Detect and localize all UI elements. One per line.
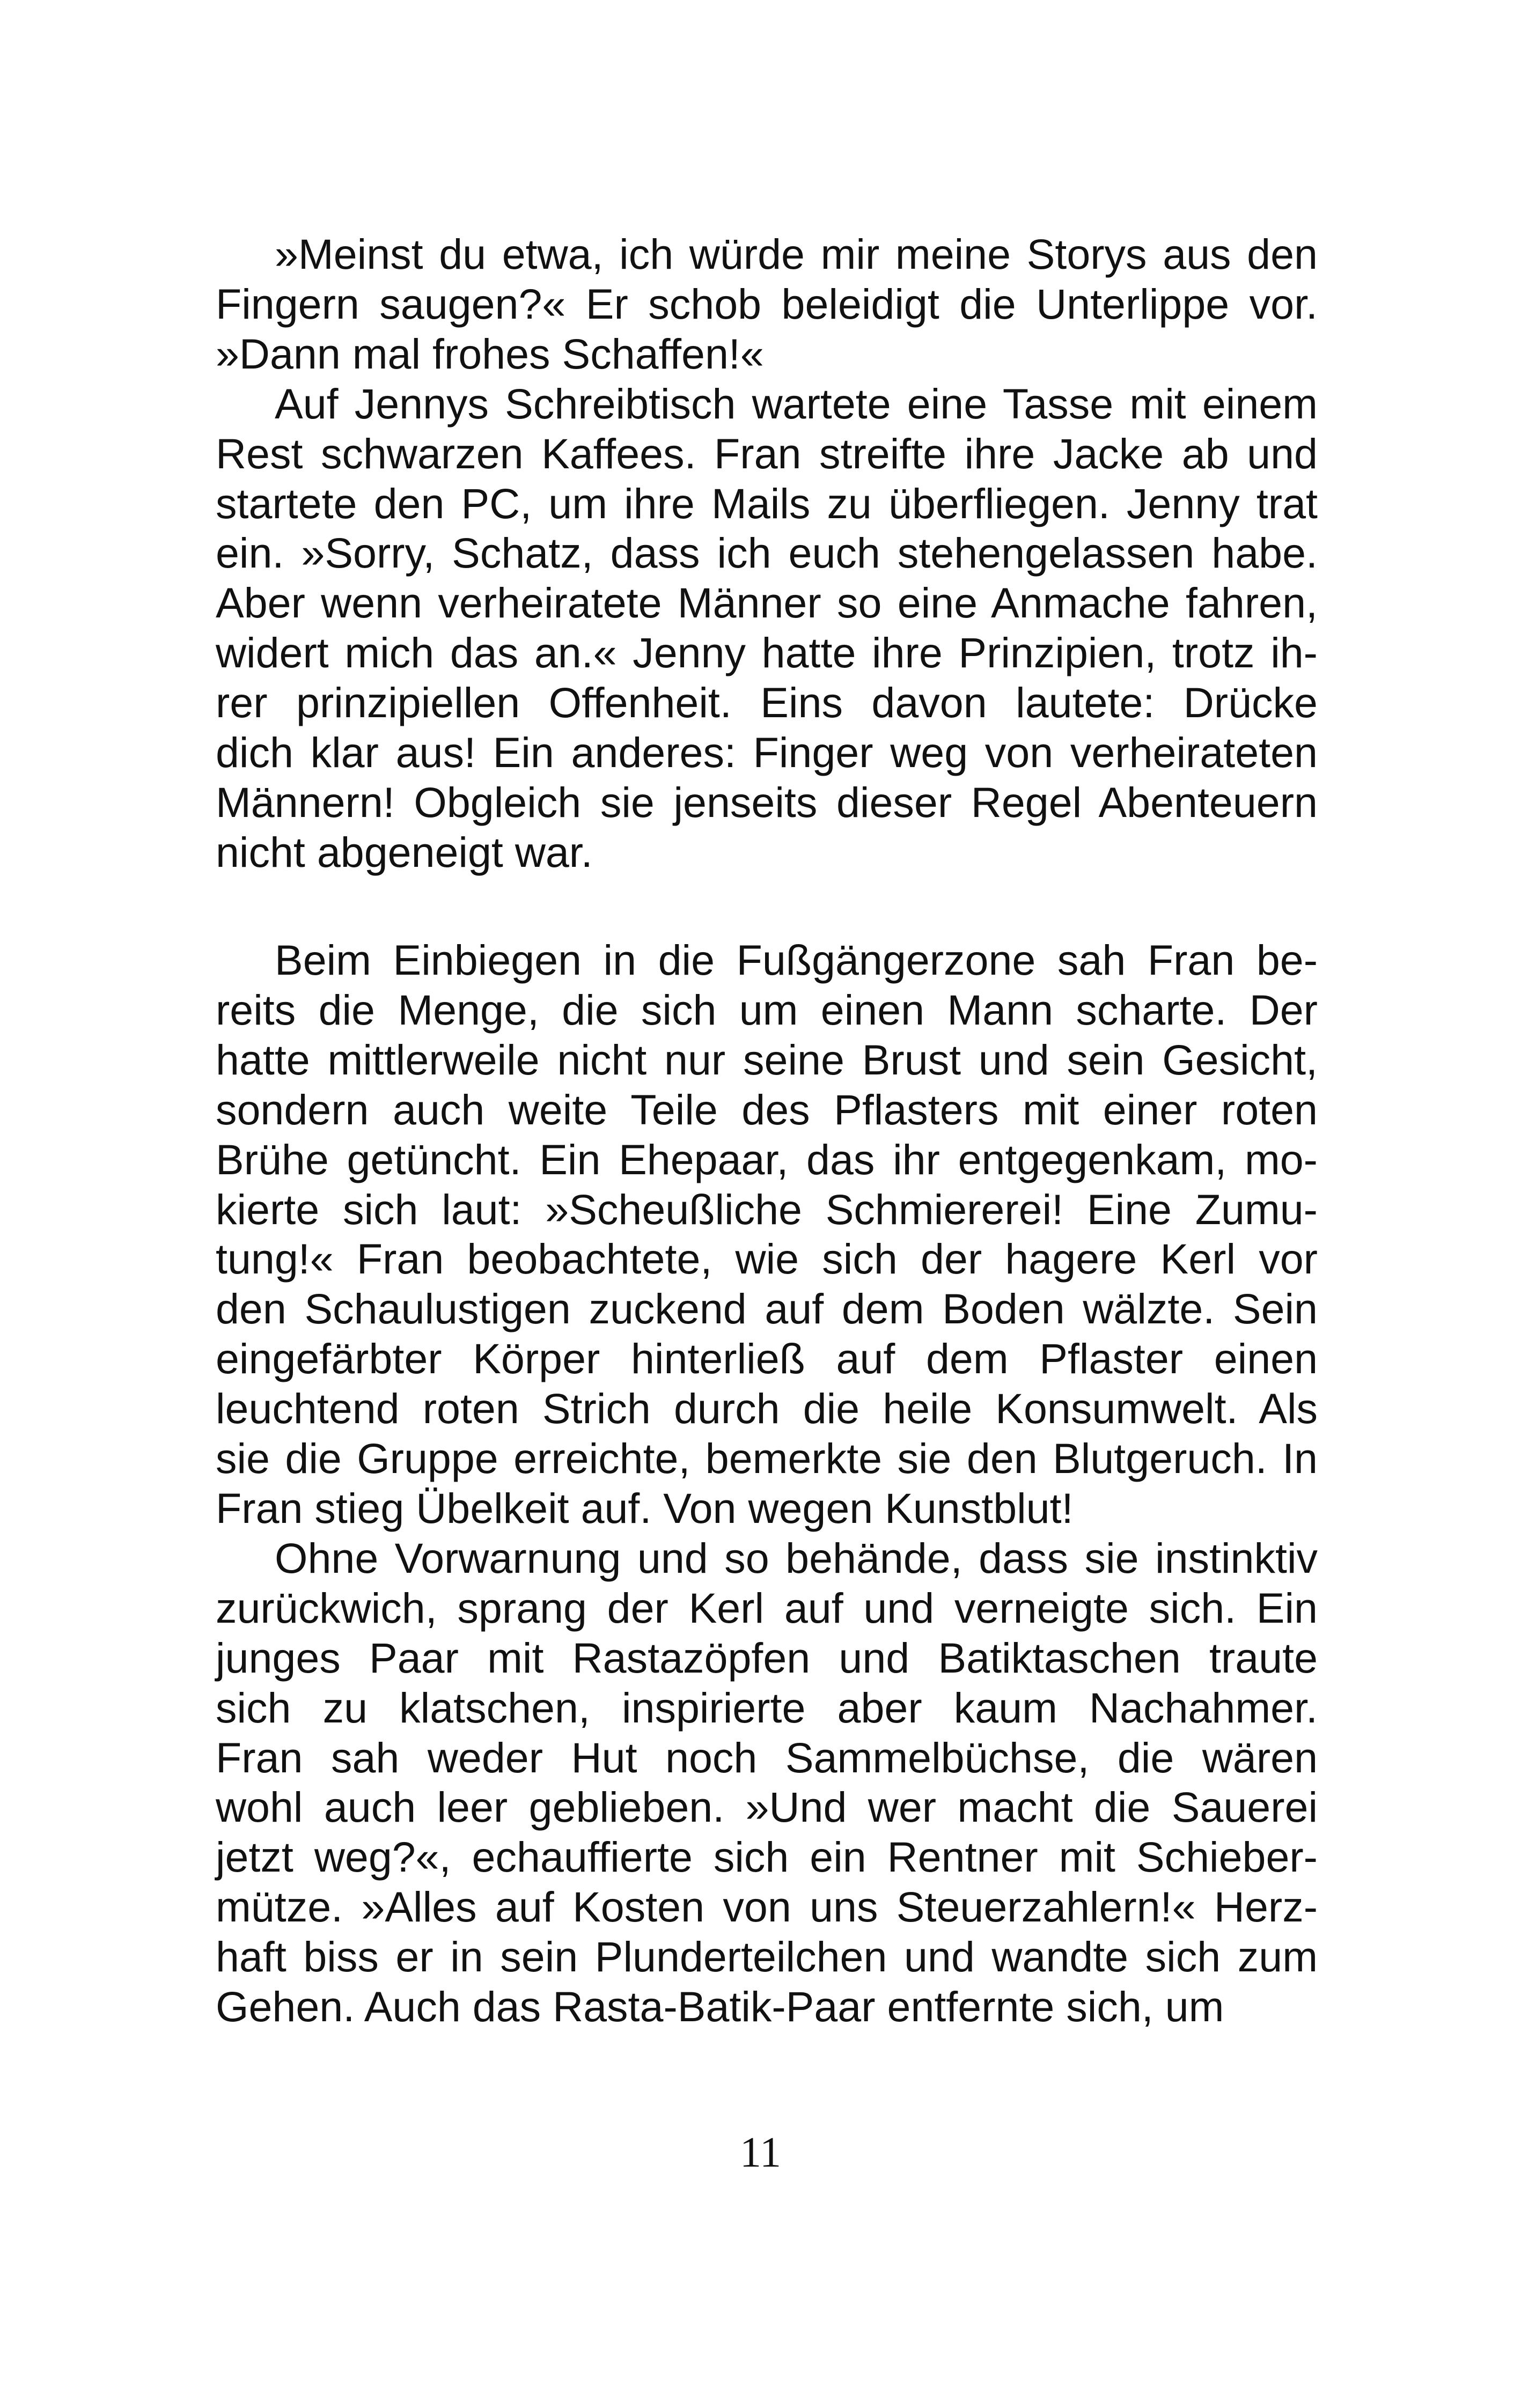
paragraph (216, 1534, 1318, 2032)
text-line: »Dann mal frohes Schaffen!« (216, 329, 764, 378)
text-line: Gehen. Auch das Rasta-Batik-Paar entfernte sich, um (216, 1983, 1224, 2031)
text-line: zurückwich, sprang der Kerl auf und verneigte sich. Ein (216, 1584, 1318, 1632)
text-line: eingefärbter Körper hinterließ auf dem Pflaster einen (216, 1335, 1318, 1383)
text-line: startete den PC, um ihre Mails zu überfliegen. Jenny trat (216, 479, 1318, 527)
text-line: Fingern saugen?« Er schob beleidigt die Unterlippe vor. (216, 279, 1318, 328)
text-line: reits die Menge, die sich um einen Mann scharte. Der (216, 985, 1318, 1034)
text-section-2 (216, 936, 1318, 2032)
text-line: ein. »Sorry, Schatz, dass ich euch stehengelassen habe. (216, 529, 1318, 577)
text-line: Fran sah weder Hut noch Sammelbüchse, die wären (216, 1733, 1318, 1781)
text-line: wohl auch leer geblieben. »Und wer macht die Sauerei (216, 1783, 1318, 1831)
text-line: leuchtend roten Strich durch die heile Konsumwelt. Als (216, 1385, 1318, 1433)
paragraph (216, 379, 1318, 878)
text-line: jetzt weg?«, echauffierte sich ein Rentner mit Schieber- (216, 1833, 1318, 1881)
text-line: Rest schwarzen Kaffees. Fran streifte ihre Jacke ab und (216, 429, 1318, 477)
text-line: sondern auch weite Teile des Pflasters mit einer roten (216, 1085, 1318, 1133)
page-number: 11 (739, 2129, 782, 2176)
text-line: mütze. »Alles auf Kosten von uns Steuerzahlern!« Herz- (216, 1883, 1318, 1931)
paragraph (216, 936, 1318, 1534)
text-line: den Schaulustigen zuckend auf dem Boden wälzte. Sein (216, 1285, 1318, 1333)
text-line: dich klar aus! Ein anderes: Finger weg von verheirateten (216, 728, 1318, 777)
text-line: »Meinst du etwa, ich würde mir meine Storys aus den (275, 230, 1318, 278)
text-line: Brühe getüncht. Ein Ehepaar, das ihr entgegenkam, mo- (216, 1135, 1318, 1183)
text-line: Beim Einbiegen in die Fußgängerzone sah Fran be- (275, 936, 1318, 984)
text-line: sich zu klatschen, inspirierte aber kaum Nachahmer. (216, 1683, 1318, 1732)
text-line: Aber wenn verheiratete Männer so eine Anmache fahren, (216, 579, 1318, 627)
text-section-1 (216, 230, 1318, 878)
text-line: rer prinzipiellen Offenheit. Eins davon lautete: Drücke (216, 679, 1318, 727)
text-line: Ohne Vorwarnung und so behände, dass sie instinktiv (275, 1534, 1318, 1582)
text-line: kierte sich laut: »Scheußliche Schmiererei! Eine Zumu- (216, 1185, 1318, 1233)
text-line: widert mich das an.« Jenny hatte ihre Prinzipien, trotz ih- (216, 629, 1318, 677)
text-line: Männern! Obgleich sie jenseits dieser Regel Abenteuern (216, 778, 1318, 826)
paragraph (216, 230, 1318, 379)
text-line: Auf Jennys Schreibtisch wartete eine Tasse mit einem (275, 379, 1318, 428)
text-line: hatte mittlerweile nicht nur seine Brust und sein Gesicht, (216, 1035, 1318, 1084)
text-line: Fran stieg Übelkeit auf. Von wegen Kunstblut! (216, 1484, 1074, 1532)
text-line: haft biss er in sein Plunderteilchen und wandte sich zum (216, 1933, 1318, 1981)
text-line: nicht abgeneigt war. (216, 828, 593, 876)
text-line: tung!« Fran beobachtete, wie sich der hagere Kerl vor (216, 1235, 1318, 1283)
text-line: junges Paar mit Rastazöpfen und Batiktaschen traute (216, 1633, 1318, 1682)
text-line: sie die Gruppe erreichte, bemerkte sie den Blutgeruch. In (216, 1434, 1318, 1483)
